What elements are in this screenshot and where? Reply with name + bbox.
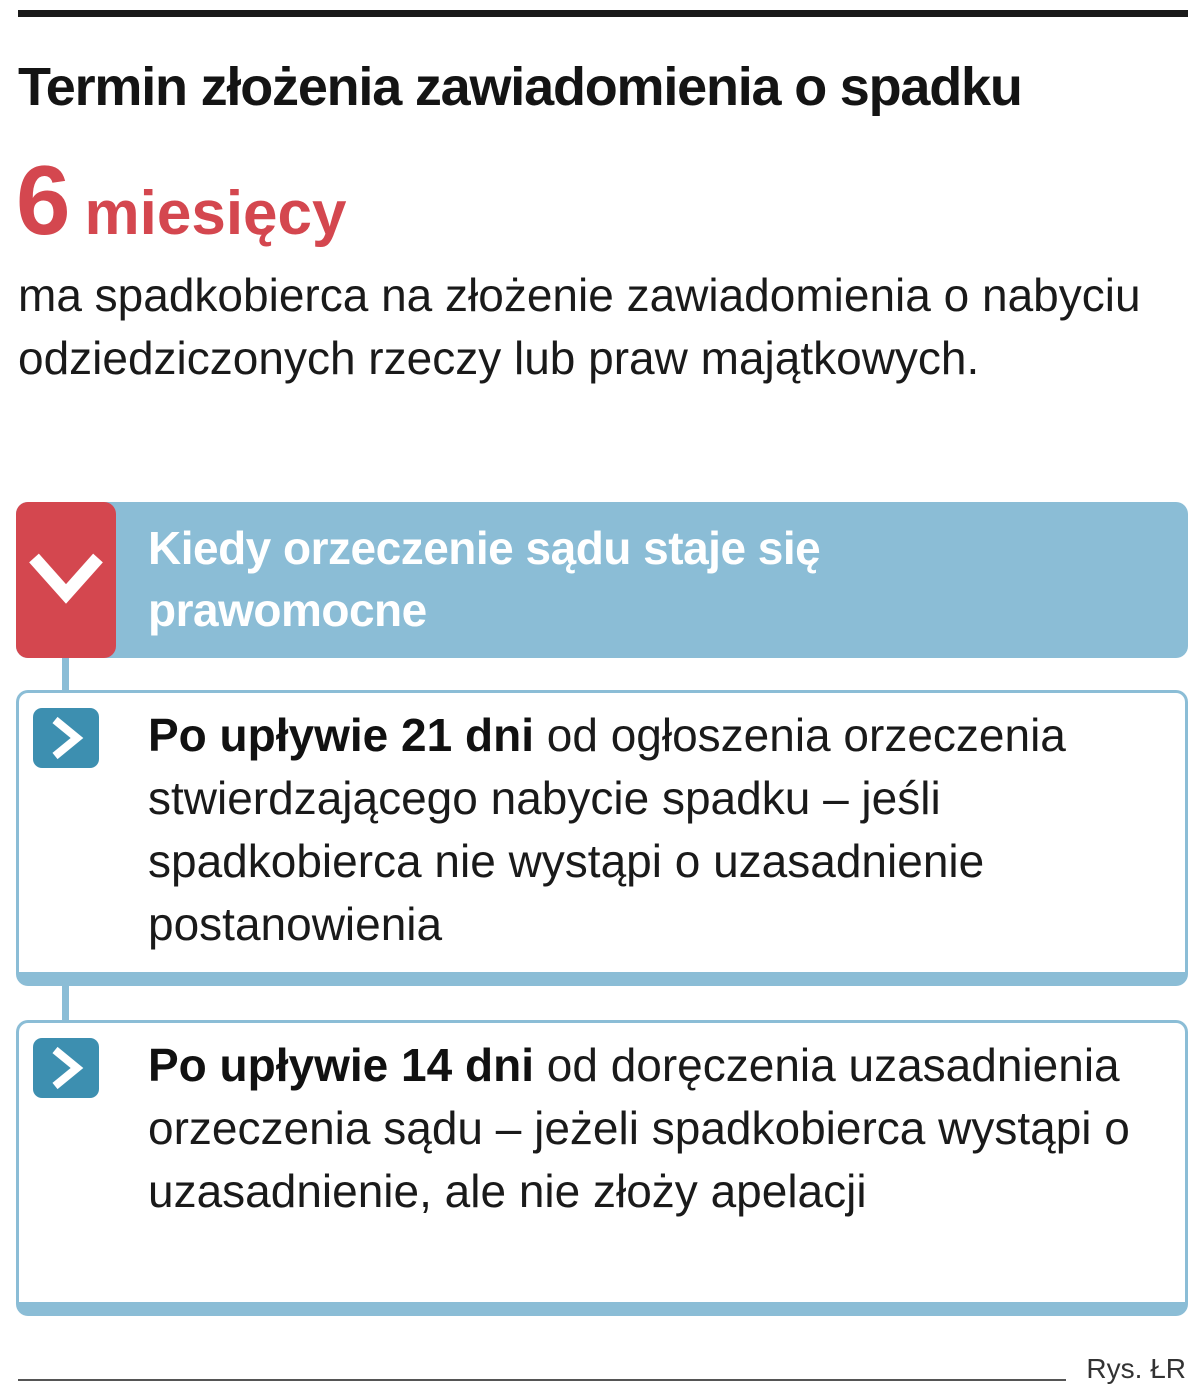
section-title: Kiedy orzeczenie sądu staje się prawomocne: [148, 522, 821, 636]
chevron-right-icon: [33, 1038, 99, 1098]
page-title: Termin złożenia zawiadomienia o spadku: [18, 57, 1022, 117]
item-text: [148, 1034, 1148, 1223]
item-highlight: Po upływie 14 dni: [148, 1039, 534, 1091]
footer-rule: [18, 1379, 1066, 1381]
timeline-connector: [62, 658, 69, 690]
credit: Rys. ŁR: [1086, 1353, 1186, 1384]
timeline-connector: [62, 986, 69, 1020]
item-highlight: Po upływie 21 dni: [148, 709, 534, 761]
stat-highlight: [16, 140, 347, 274]
top-rule: [18, 10, 1188, 17]
stat-number: 6: [16, 145, 71, 255]
item-body: od doręczenia uzasadnienia orzeczenia sądu – jeżeli spadkobierca wystąpi o uzasadnienie, ale nie złoży apelacji: [148, 1039, 1130, 1217]
item-body: od ogłoszenia orzeczenia stwierdzającego nabycie spadku – jeśli spadkobierca nie wystąpi o uzasadnienie postanowienia: [148, 709, 1066, 950]
item-text: [148, 704, 1148, 956]
chevron-right-icon: [33, 708, 99, 768]
stat-unit: miesięcy: [84, 179, 347, 248]
stat-description: ma spadkobierca na złożenie zawiadomienia o nabyciu odziedziczonych rzeczy lub praw majątkowych.: [18, 269, 1141, 384]
chevron-down-icon: [16, 502, 116, 658]
